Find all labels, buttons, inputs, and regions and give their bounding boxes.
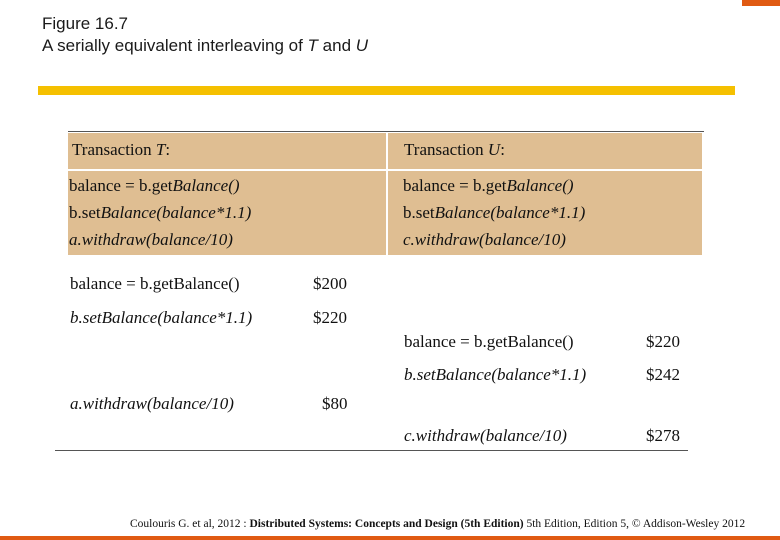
- header-transaction-u: [404, 140, 505, 160]
- table-bottom-rule: [55, 450, 688, 451]
- header-t-colon: :: [165, 140, 171, 159]
- u-exec-op-2: c.withdraw(balance/10): [404, 426, 567, 445]
- t-ops-list: [69, 172, 251, 253]
- footer-book-title: Distributed Systems: Concepts and Design (5th Edition): [249, 518, 524, 530]
- u-exec-op-0: balance = b.getBalance(): [404, 332, 574, 351]
- t-op-1-mid: Balance(balance*1.1): [100, 203, 252, 222]
- subtitle-t: T: [307, 36, 318, 55]
- t-op-1-pre: b.set: [69, 203, 101, 222]
- header-u-label: Transaction: [404, 140, 488, 159]
- t-exec-value-1: $220: [313, 308, 347, 327]
- header-t-label: Transaction: [72, 140, 156, 159]
- corner-decoration-bottom: [0, 536, 780, 540]
- t-op-line: [69, 172, 251, 199]
- t-op-2-pre: a.withdraw(balance/10): [69, 230, 233, 249]
- corner-decoration-top: [742, 0, 780, 6]
- u-exec-value-2: $278: [646, 426, 680, 445]
- table-top-rule: [68, 131, 704, 132]
- header-transaction-t: [72, 140, 170, 160]
- t-exec-value-2: $80: [322, 394, 348, 413]
- t-op-line: [69, 226, 251, 253]
- u-op-0-pre: balance = b.get: [403, 176, 507, 195]
- figure-label: Figure 16.7: [42, 14, 128, 33]
- citation-footer: [130, 518, 745, 530]
- u-exec-value-1: $242: [646, 365, 680, 384]
- subtitle-and: and: [317, 36, 356, 55]
- u-op-1-pre: b.set: [403, 203, 435, 222]
- u-op-2-pre: c.withdraw(balance/10): [403, 230, 566, 249]
- t-op-0-pre: balance = b.get: [69, 176, 173, 195]
- footer-prefix: Coulouris G. et al, 2012 :: [130, 518, 250, 530]
- u-op-line: [403, 226, 585, 253]
- u-ops-list: [403, 172, 585, 253]
- subtitle-prefix: A serially equivalent interleaving of: [42, 36, 308, 55]
- accent-bar: [38, 86, 735, 95]
- u-exec-value-0: $220: [646, 332, 680, 351]
- u-op-line: [403, 172, 585, 199]
- header-t-var: T: [155, 140, 166, 159]
- t-op-line: [69, 199, 251, 226]
- t-exec-op-2: a.withdraw(balance/10): [70, 394, 234, 413]
- t-exec-op-1: b.setBalance(balance*1.1): [70, 308, 253, 327]
- t-op-0-mid: Balance(): [172, 176, 240, 195]
- t-exec-op-0: balance = b.getBalance(): [70, 274, 240, 293]
- u-op-line: [403, 199, 585, 226]
- u-op-0-mid: Balance(): [506, 176, 574, 195]
- header-u-var: U: [487, 140, 501, 159]
- header-u-colon: :: [500, 140, 505, 159]
- u-op-1-mid: Balance(balance*1.1): [434, 203, 586, 222]
- footer-suffix: 5th Edition, Edition 5, © Addison-Wesley 2012: [523, 518, 746, 530]
- subtitle-u: U: [355, 36, 369, 55]
- u-exec-op-1: b.setBalance(balance*1.1): [404, 365, 587, 384]
- t-exec-value-0: $200: [313, 274, 347, 293]
- figure-subtitle: [42, 36, 368, 56]
